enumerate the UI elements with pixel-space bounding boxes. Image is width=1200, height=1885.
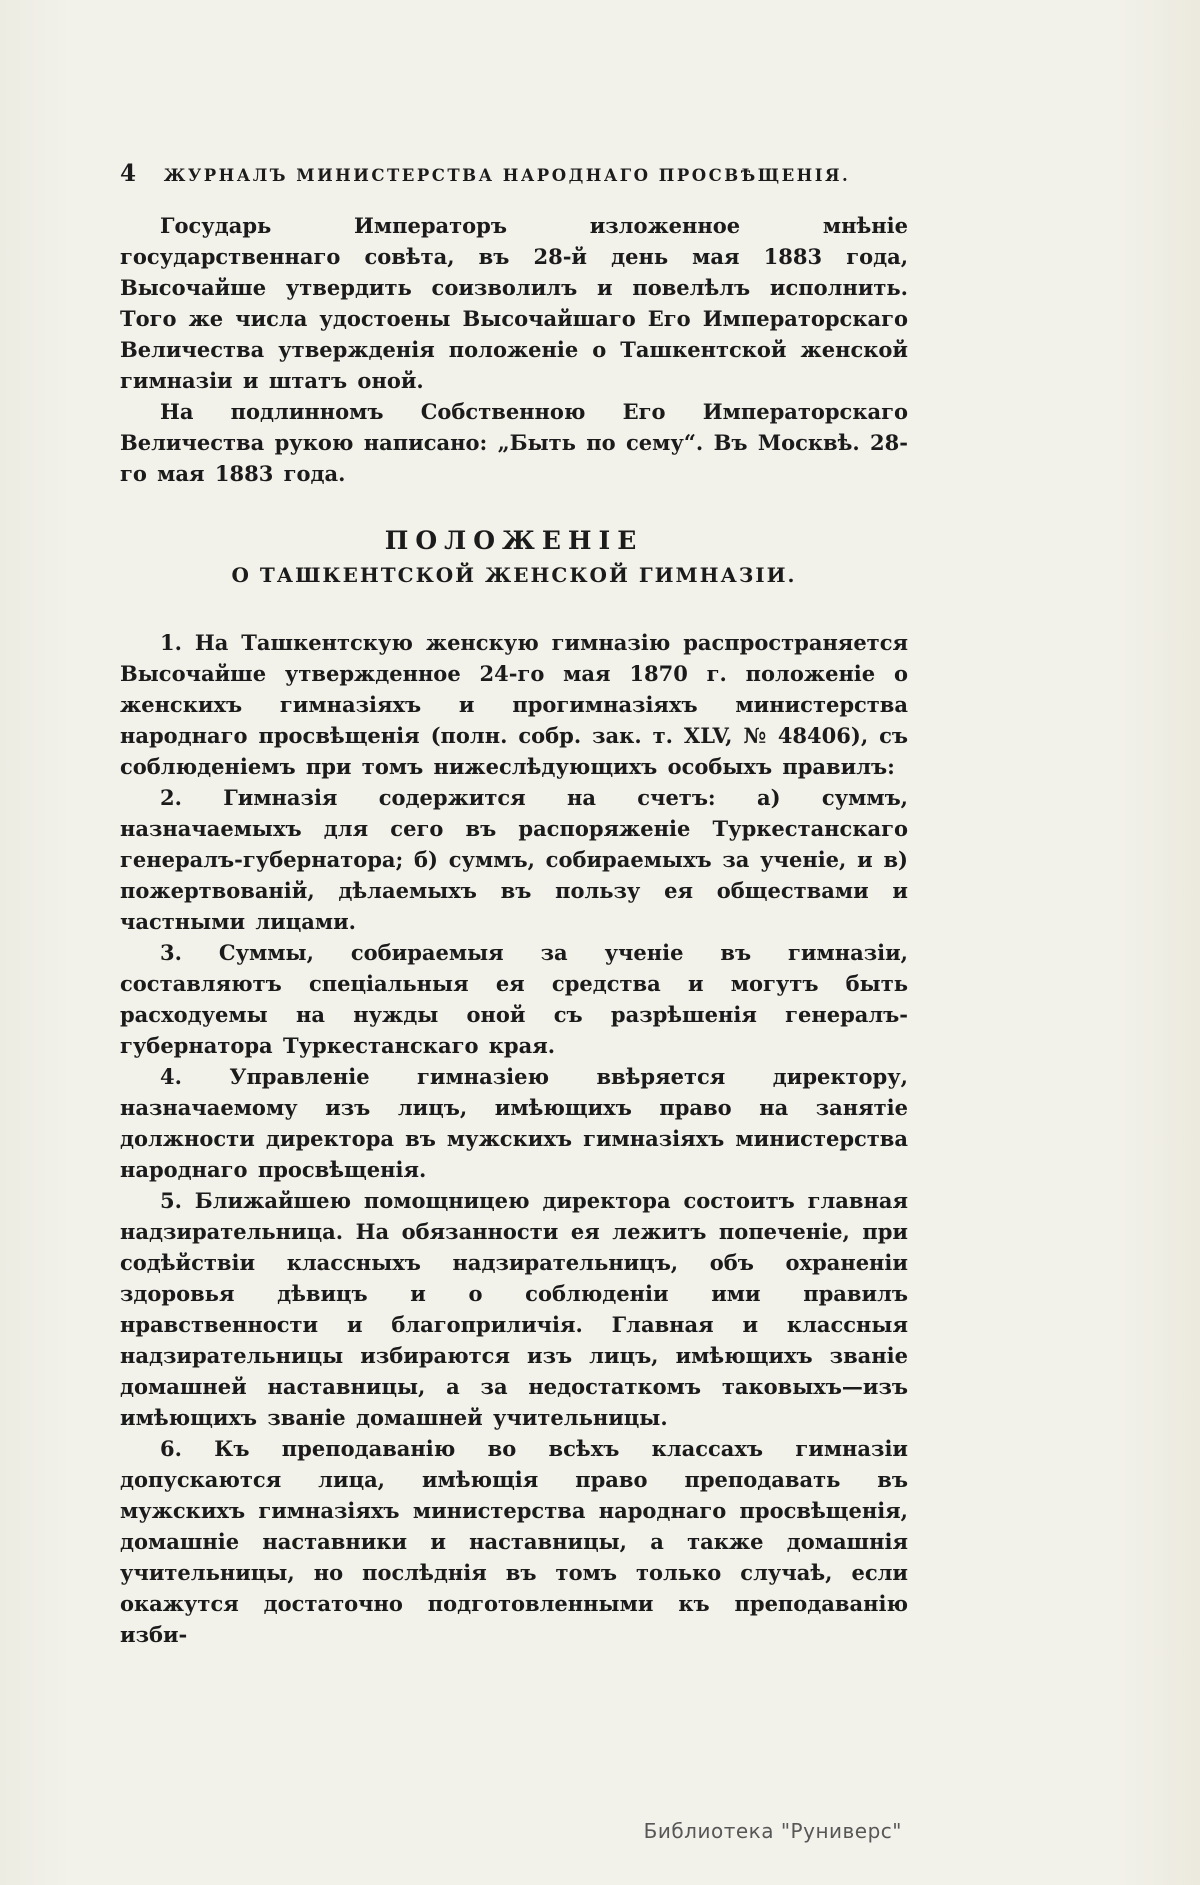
article-paragraph: 5. Ближайшею помощницею директора состоитъ главная надзирательница. На обязанности ея лежитъ попеченіе, при содѣйствіи классныхъ надзирательницъ, объ охраненіи здоровья дѣвицъ и о соблюденіи ими правилъ нравственности и благоприличія. Главная и классныя надзирательницы избираются изъ лицъ, имѣющихъ званіе домашней наставницы, а за недостаткомъ таковыхъ—изъ имѣющихъ званіе домашней учительницы.: [120, 1188, 908, 1430]
article-paragraph: 6. Къ преподаванію во всѣхъ классахъ гимназіи допускаются лица, имѣющія право преподавать въ мужскихъ гимназіяхъ министерства народнаго просвѣщенія, домашніе наставники и наставницы, а также домашнія учительницы, но послѣднія въ томъ только случаѣ, если окажутся достаточно подготовленными къ преподаванію изби-: [120, 1436, 908, 1647]
page-number: 4: [120, 160, 137, 187]
article-paragraph: 1. На Ташкентскую женскую гимназію распространяется Высочайше утвержденное 24-го мая 1870 г. положеніе о женскихъ гимназіяхъ и прогимназіяхъ министерства народнаго просвѣщенія (полн. собр. зак. т. XLV, № 48406), съ соблюденіемъ при томъ нижеслѣдующихъ особыхъ правилъ:: [120, 630, 908, 779]
article-paragraph: 4. Управленіе гимназіею ввѣряется директору, назначаемому изъ лицъ, имѣющихъ право на занятіе должности директора въ мужскихъ гимназіяхъ министерства народнаго просвѣщенія.: [120, 1064, 908, 1182]
preamble-paragraph: Государь Императоръ изложенное мнѣніе государственнаго совѣта, въ 28-й день мая 1883 года, Высочайше утвердить соизволилъ и повелѣлъ исполнить. Того же числа удостоены Высочайшаго Его Императорскаго Величества утвержденія положеніе о Ташкентской женской гимназіи и штатъ оной.: [120, 213, 908, 393]
page-body: [120, 210, 908, 1650]
library-watermark: Библиотека "Руниверс": [643, 1819, 902, 1843]
section-title: ПОЛОЖЕНІЕ: [384, 526, 644, 555]
preamble-paragraph: На подлинномъ Собственною Его Императорскаго Величества рукою написано: „Быть по сему“. Въ Москвѣ. 28-го мая 1883 года.: [120, 399, 908, 486]
article-paragraph: 3. Суммы, собираемыя за ученіе въ гимназіи, составляютъ спеціальныя ея средства и могутъ быть расходуемы на нужды оной съ разрѣшенія генералъ-губернатора Туркестанскаго края.: [120, 940, 908, 1058]
section-subtitle: О ТАШКЕНТСКОЙ ЖЕНСКОЙ ГИМНАЗІИ.: [231, 563, 797, 587]
page-header: [120, 160, 908, 187]
running-title: ЖУРНАЛЪ МИНИСТЕРСТВА НАРОДНАГО ПРОСВѢЩЕНІЯ.: [163, 166, 851, 185]
article-paragraph: 2. Гимназія содержится на счетъ: а) суммъ, назначаемыхъ для сего въ распоряженіе Туркестанскаго генералъ-губернатора; б) суммъ, собираемыхъ за ученіе, и в) пожертвованій, дѣлаемыхъ въ пользу ея обществами и частными лицами.: [120, 785, 908, 934]
